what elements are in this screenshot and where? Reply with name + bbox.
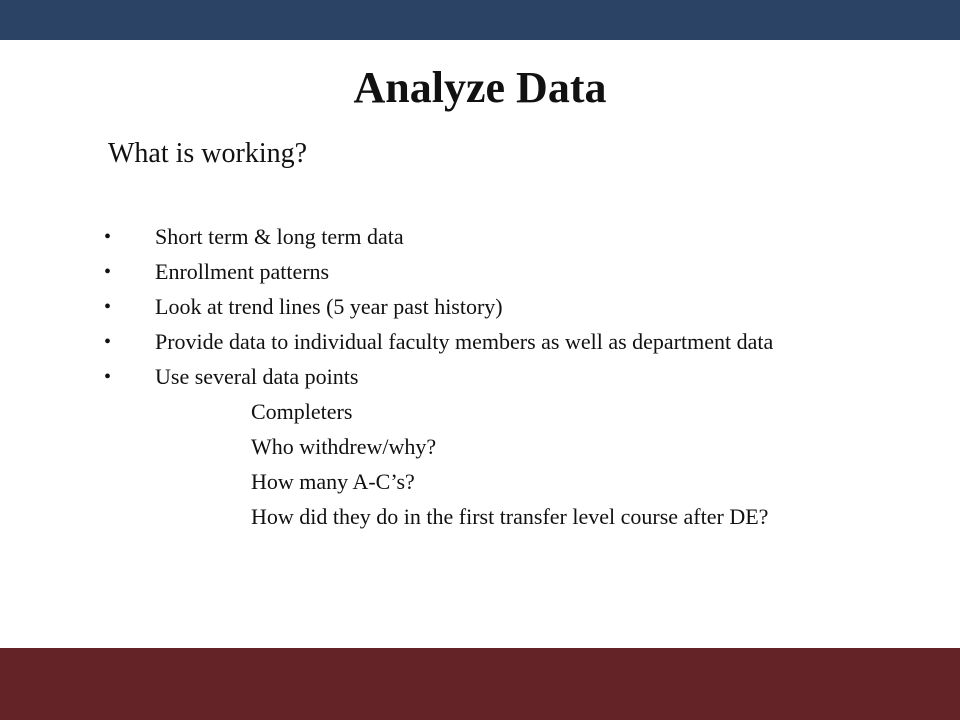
sub-list-container — [0, 399, 960, 530]
sub-list-item: Completers — [251, 399, 353, 424]
bullet-item — [0, 224, 960, 250]
bullet-dot-icon: • — [104, 366, 112, 388]
bullet-item — [0, 364, 960, 390]
sub-list-item: How did they do in the first transfer level course after DE? — [251, 504, 769, 529]
bullet-text: Look at trend lines (5 year past history) — [155, 294, 503, 319]
bullet-dot-icon: • — [104, 331, 112, 353]
bullet-text: Provide data to individual faculty members as well as department data — [155, 329, 774, 354]
bullet-text: Enrollment patterns — [155, 259, 330, 284]
bullet-item — [0, 329, 960, 355]
bottom-accent-bar — [0, 648, 960, 720]
top-accent-bar — [0, 0, 960, 40]
sub-list-item: Who withdrew/why? — [251, 434, 437, 459]
bullet-text: Use several data points — [155, 364, 359, 389]
bullet-item — [0, 259, 960, 285]
bullet-text: Short term & long term data — [155, 224, 404, 249]
bullet-dot-icon: • — [104, 296, 112, 318]
bullet-dot-icon: • — [104, 261, 112, 283]
slide-subtitle: What is working? — [108, 138, 308, 169]
sub-list — [0, 399, 960, 530]
bullet-dot-icon: • — [104, 226, 112, 248]
bullet-item — [0, 294, 960, 320]
sub-list-item: How many A-C’s? — [251, 469, 415, 494]
bullet-list — [0, 224, 960, 539]
slide-title: Analyze Data — [353, 63, 607, 112]
